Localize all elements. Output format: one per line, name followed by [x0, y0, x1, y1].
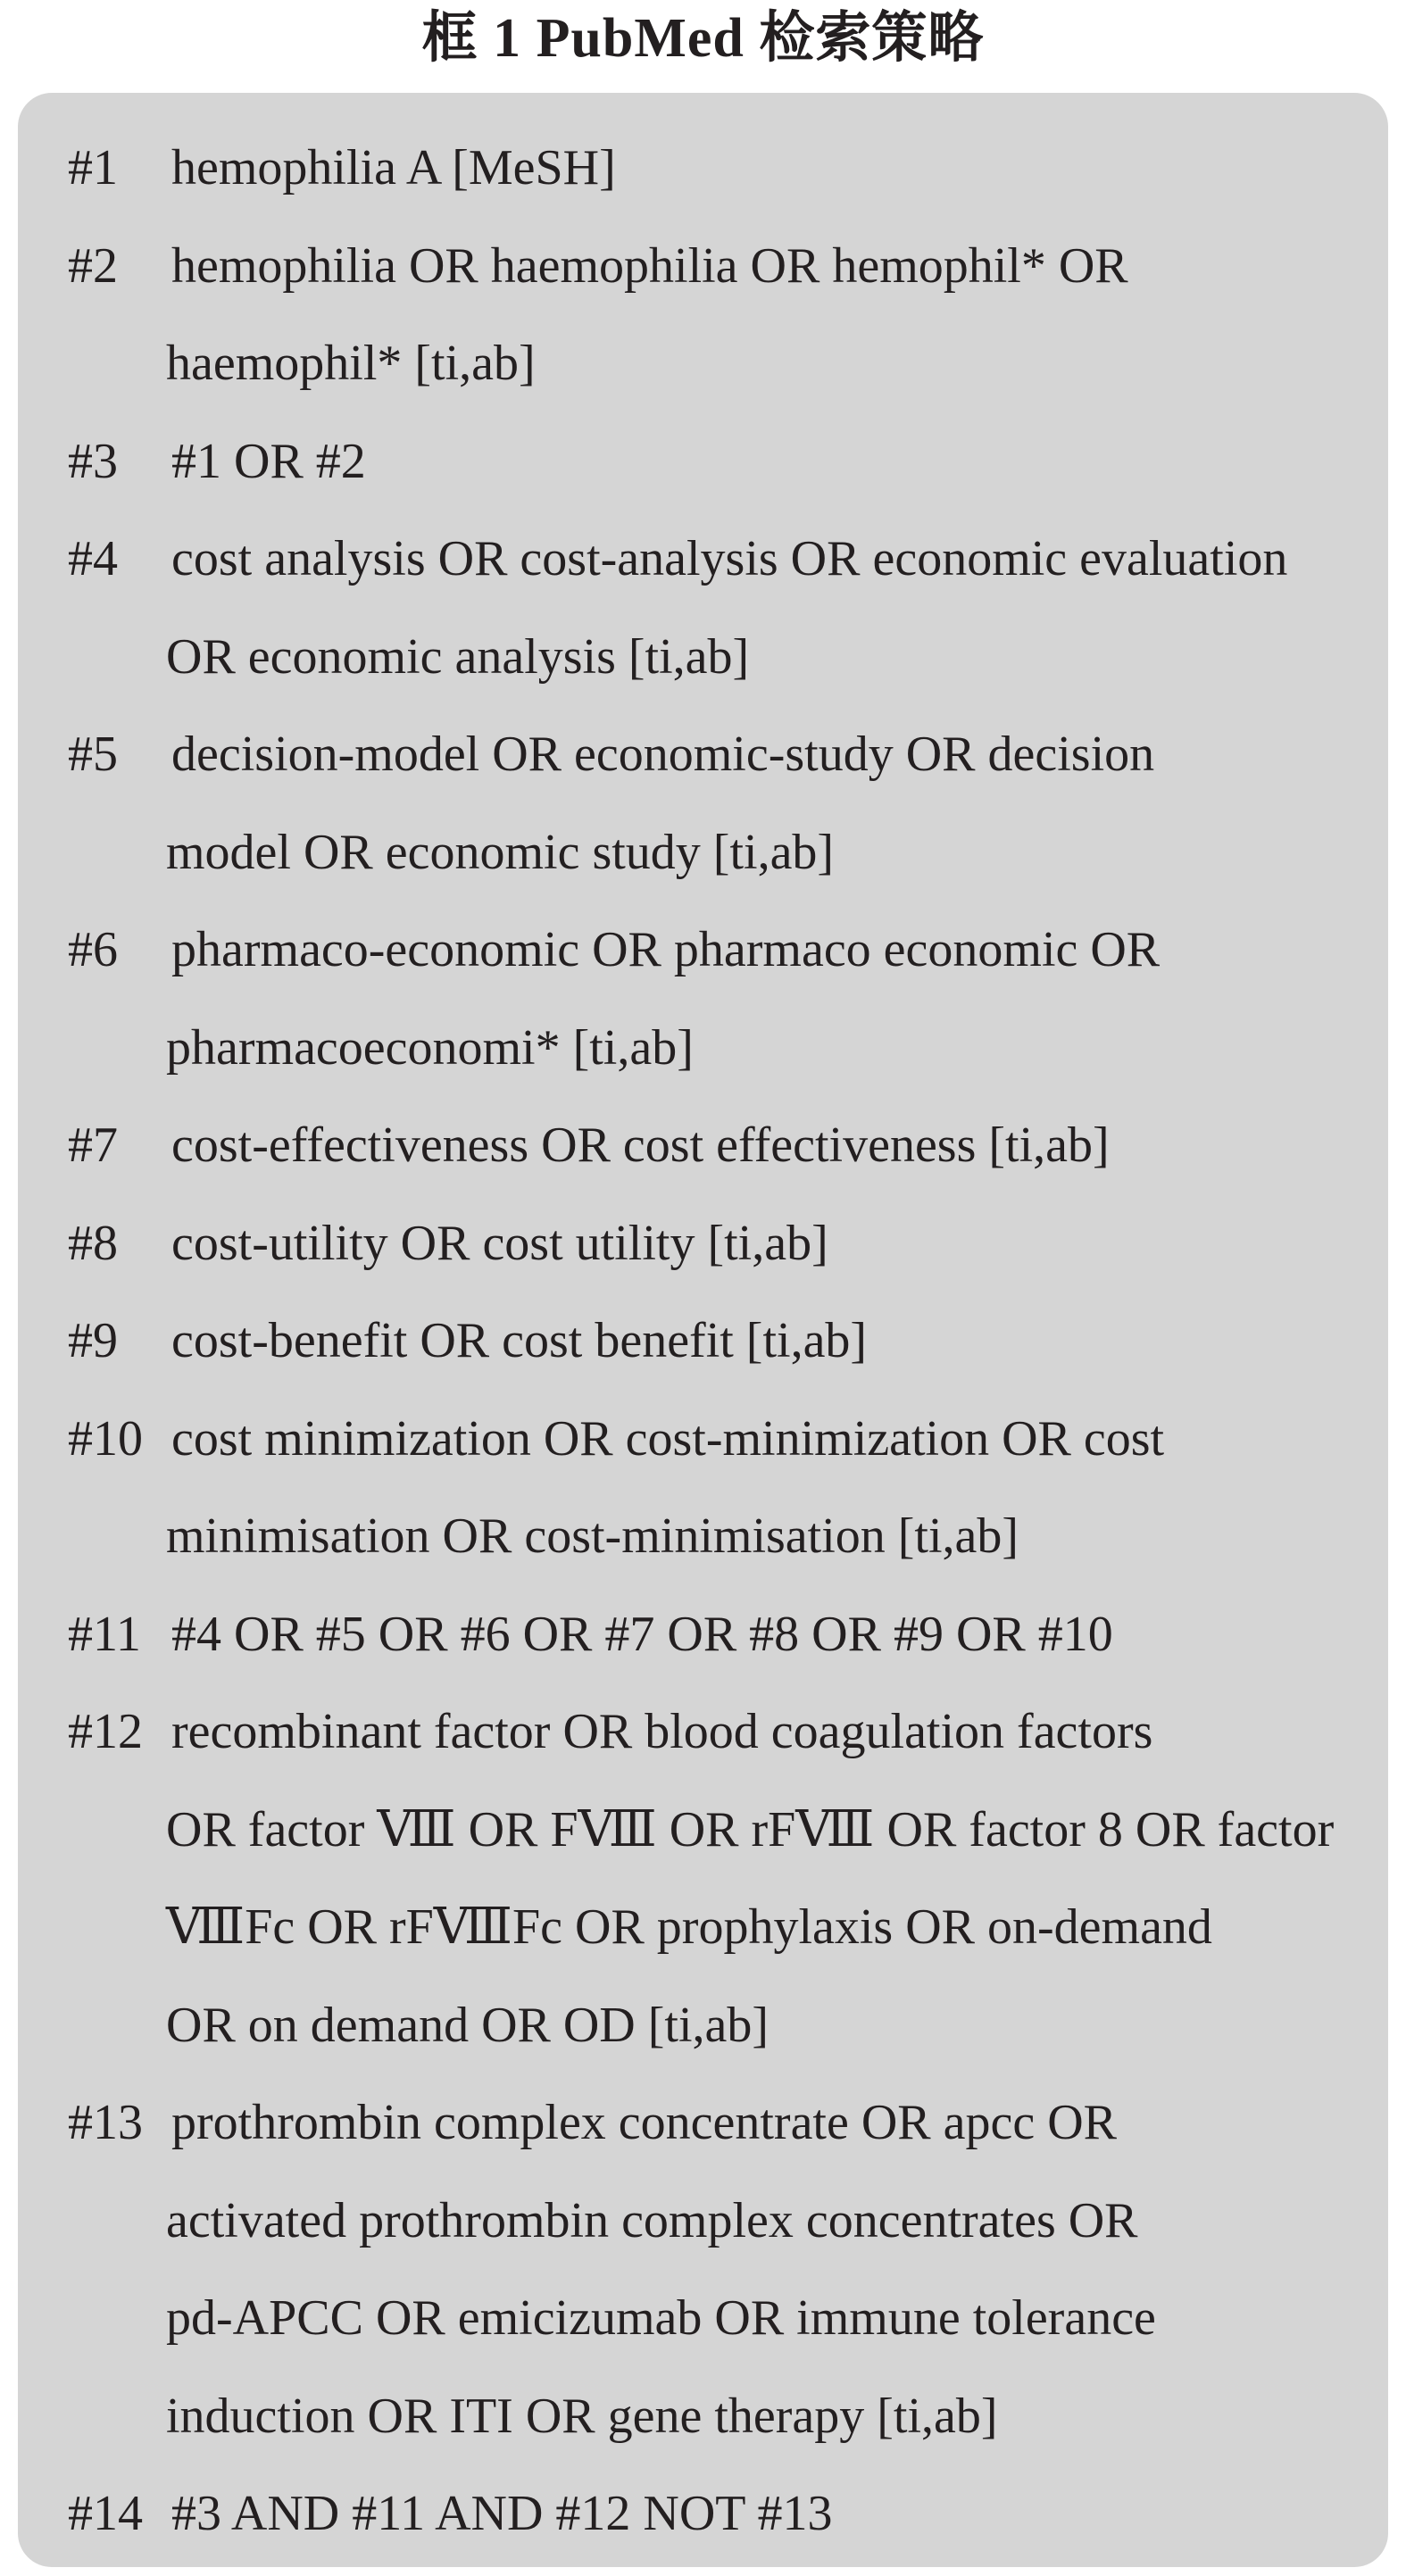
query-row	[18, 218, 1388, 413]
query-line: #4 OR #5 OR #6 OR #7 OR #8 OR #9 OR #10	[171, 1606, 1113, 1662]
query-row	[18, 706, 1388, 902]
query-line: cost minimization OR cost-minimization OR cost	[171, 1410, 1165, 1467]
query-line: cost-utility OR cost utility [ti,ab]	[171, 1215, 828, 1271]
query-row	[18, 511, 1388, 706]
query-text	[171, 1195, 1354, 1293]
query-text	[166, 706, 1354, 902]
query-text	[166, 511, 1354, 706]
query-row	[18, 1683, 1388, 2074]
query-text	[171, 1097, 1354, 1195]
query-row	[18, 2074, 1388, 2465]
query-line: cost analysis OR cost-analysis OR economic evaluation	[171, 531, 1288, 586]
query-text	[166, 1391, 1354, 1586]
query-number: #2	[68, 237, 118, 294]
query-line: pd-APCC OR emicizumab OR immune tolerance	[166, 2290, 1156, 2346]
query-number: #3	[68, 433, 118, 489]
query-line: OR factor Ⅷ OR FⅧ OR rFⅧ OR factor 8 OR factor	[166, 1801, 1335, 1857]
query-text	[166, 218, 1354, 413]
query-number: #9	[68, 1313, 118, 1368]
query-number: #8	[68, 1215, 118, 1271]
query-number: #7	[68, 1118, 118, 1173]
query-line: activated prothrombin complex concentrates OR	[166, 2192, 1138, 2248]
query-line: decision-model OR economic-study OR decision	[171, 727, 1155, 782]
query-row	[18, 413, 1388, 511]
query-number: #6	[68, 922, 118, 977]
query-number: #1	[68, 140, 118, 195]
search-strategy-panel	[18, 93, 1388, 2567]
query-line: model OR economic study [ti,ab]	[166, 824, 835, 880]
query-row	[18, 1097, 1388, 1195]
query-line: pharmacoeconomi* [ti,ab]	[166, 1019, 694, 1076]
query-line: OR economic analysis [ti,ab]	[166, 628, 750, 685]
query-line: minimisation OR cost-minimisation [ti,ab]	[166, 1508, 1019, 1564]
query-text	[166, 2074, 1354, 2465]
query-line: hemophilia OR haemophilia OR hemophil* OR	[171, 237, 1128, 294]
query-text	[166, 1683, 1354, 2074]
query-number: #11	[68, 1606, 141, 1662]
query-list	[18, 120, 1388, 2564]
query-line: prothrombin complex concentrate OR apcc OR	[171, 2095, 1117, 2150]
query-row	[18, 1586, 1388, 1684]
query-line: OR on demand OR OD [ti,ab]	[166, 1997, 770, 2053]
query-text	[171, 413, 1354, 511]
query-text	[171, 1292, 1354, 1391]
query-number: #4	[68, 531, 118, 586]
query-line: pharmaco-economic OR pharmaco economic OR	[171, 922, 1161, 977]
query-row	[18, 902, 1388, 1097]
query-row	[18, 1195, 1388, 1293]
query-row	[18, 1391, 1388, 1586]
query-number: #12	[68, 1704, 143, 1759]
query-line: hemophilia A [MeSH]	[171, 140, 616, 195]
query-line: #1 OR #2	[171, 433, 366, 489]
query-row	[18, 120, 1388, 218]
query-number: #5	[68, 727, 118, 782]
query-number: #13	[68, 2095, 143, 2150]
box-title: 框 1 PubMed 检索策略	[421, 8, 985, 69]
query-text	[166, 902, 1354, 1097]
query-line: recombinant factor OR blood coagulation factors	[171, 1704, 1153, 1759]
query-line: cost-benefit OR cost benefit [ti,ab]	[171, 1313, 868, 1368]
query-text	[171, 120, 1354, 218]
query-row	[18, 1292, 1388, 1391]
query-line: cost-effectiveness OR cost effectiveness [ti,ab]	[171, 1118, 1110, 1173]
query-text	[171, 1586, 1354, 1684]
query-text	[171, 2465, 1354, 2564]
query-line: ⅧFc OR rFⅧFc OR prophylaxis OR on-demand	[166, 1899, 1212, 1955]
query-line: #3 AND #11 AND #12 NOT #13	[171, 2486, 833, 2541]
query-number: #10	[68, 1410, 143, 1467]
query-number: #14	[68, 2486, 143, 2541]
query-line: haemophil* [ti,ab]	[166, 336, 536, 391]
query-line: induction OR ITI OR gene therapy [ti,ab]	[166, 2388, 998, 2444]
query-row	[18, 2465, 1388, 2564]
